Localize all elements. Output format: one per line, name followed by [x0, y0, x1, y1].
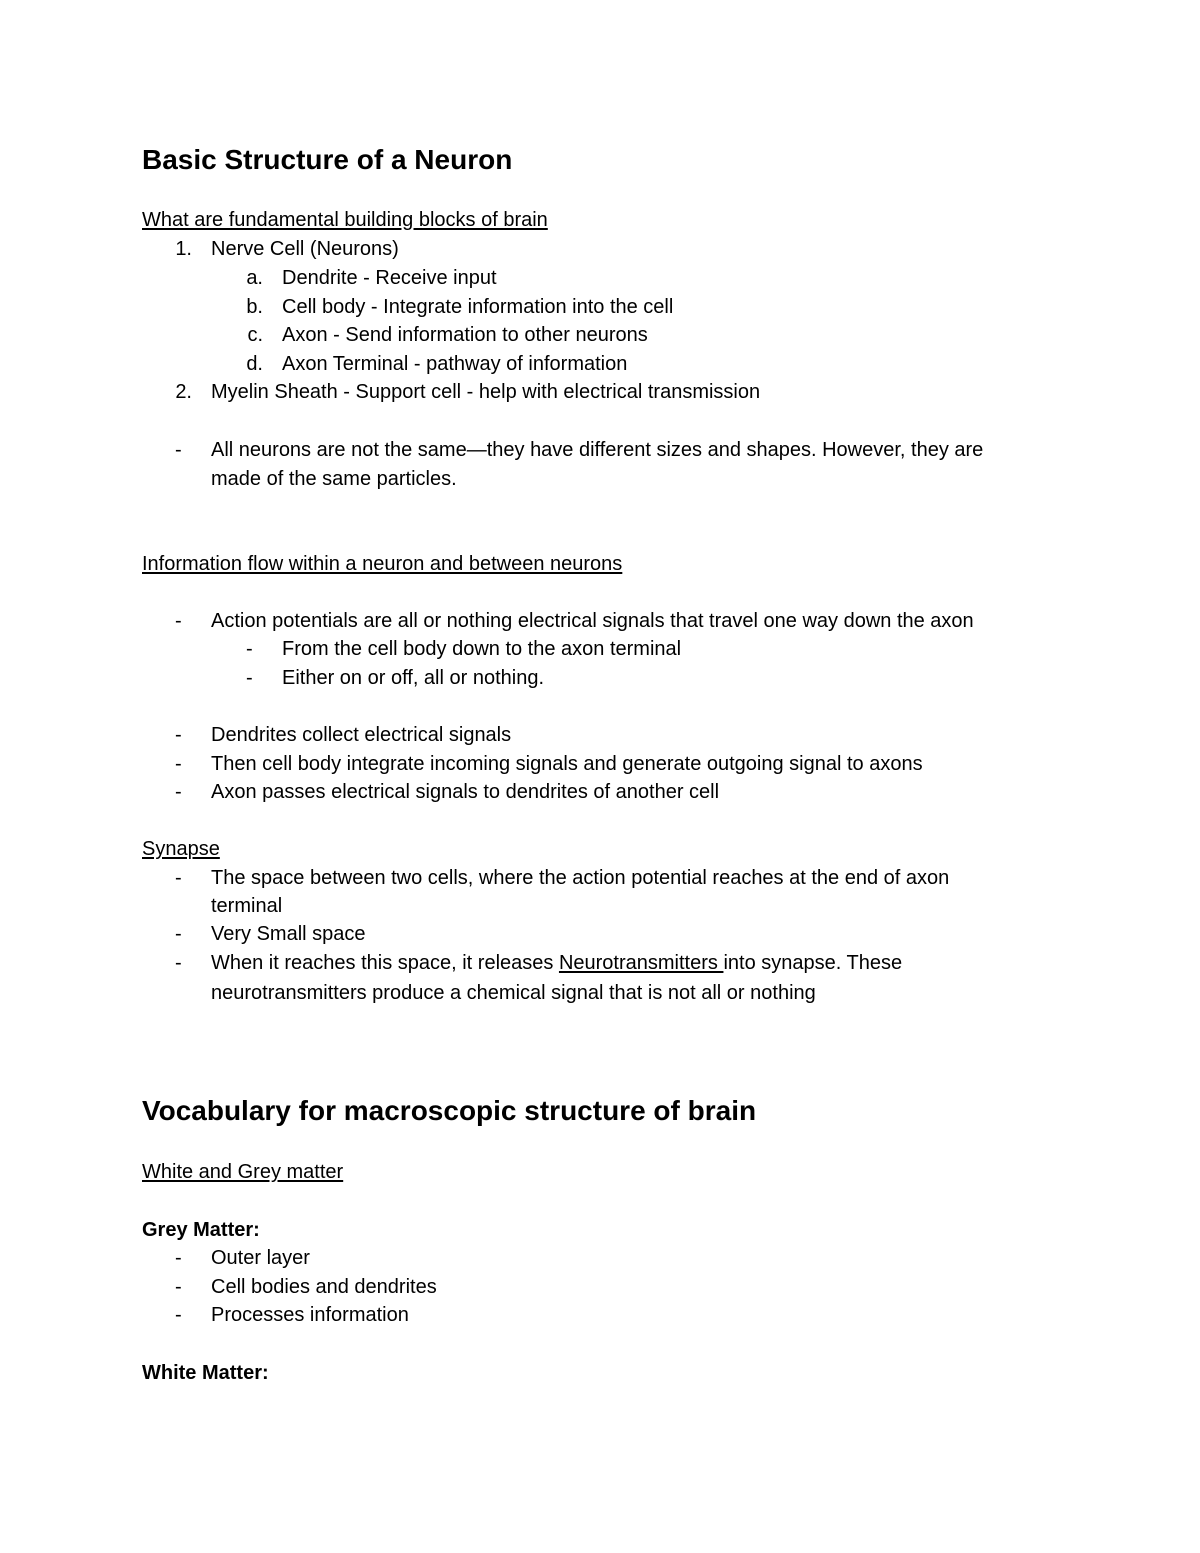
bullet-dendrites-collect: Dendrites collect electrical signals [211, 724, 512, 746]
bullet-dash: - [175, 1276, 182, 1298]
bullet-dash: - [175, 1304, 182, 1326]
bullet-action-potentials: Action potentials are all or nothing electrical signals that travel one way down the axon [211, 610, 974, 632]
list-marker: 1. [175, 238, 192, 260]
bullet-dash: - [175, 439, 182, 461]
bullet-dash: - [175, 753, 182, 775]
bullet-dash: - [175, 923, 182, 945]
sublist-item-dendrite: Dendrite - Receive input [282, 267, 497, 289]
subbullet-cell-body-to-terminal: From the cell body down to the axon terminal [282, 638, 682, 660]
list-item-nerve-cell: Nerve Cell (Neurons) [211, 238, 399, 260]
bullet-axon-passes: Axon passes electrical signals to dendrites of another cell [211, 781, 720, 803]
subbullet-on-or-off: Either on or off, all or nothing. [282, 667, 545, 689]
list-item-myelin-sheath: Myelin Sheath - Support cell - help with electrical transmission [211, 381, 761, 403]
sublist-marker: d. [246, 353, 263, 375]
term-neurotransmitters: Neurotransmitters [558, 952, 724, 974]
section-heading-vocabulary: Vocabulary for macroscopic structure of brain [142, 1095, 757, 1126]
bullet-cell-body-integrate: Then cell body integrate incoming signals and generate outgoing signal to axons [211, 753, 923, 775]
sublist-marker: b. [246, 296, 263, 318]
subheading-information-flow: Information flow within a neuron and between neurons [142, 553, 623, 575]
note-neurons-differ: All neurons are not the same—they have different sizes and shapes. However, they are [211, 439, 984, 461]
sublist-item-axon: Axon - Send information to other neurons [282, 324, 648, 346]
label-grey-matter: Grey Matter: [142, 1219, 260, 1241]
bullet-very-small-space: Very Small space [211, 923, 366, 945]
list-marker: 2. [175, 381, 192, 403]
grey-item-processes: Processes information [211, 1304, 409, 1326]
bullet-dash: - [175, 724, 182, 746]
bullet-dash: - [175, 610, 182, 632]
bullet-dash: - [246, 638, 253, 660]
bullet-dash: - [175, 1247, 182, 1269]
sublist-item-cell-body: Cell body - Integrate information into the cell [282, 296, 674, 318]
bullet-text-pre: When it reaches this space, it releases [211, 952, 559, 974]
bullet-synapse-space: The space between two cells, where the action potential reaches at the end of axon [211, 867, 950, 889]
grey-item-outer-layer: Outer layer [211, 1247, 310, 1269]
subheading-white-grey-matter: White and Grey matter [142, 1161, 344, 1183]
label-white-matter: White Matter: [142, 1362, 269, 1384]
bullet-synapse-space-cont: terminal [211, 895, 283, 917]
bullet-neurotransmitters [211, 951, 902, 975]
bullet-dash: - [175, 867, 182, 889]
page-title: Basic Structure of a Neuron [142, 144, 513, 175]
bullet-text-post: into synapse. These [723, 952, 903, 974]
grey-item-cell-bodies: Cell bodies and dendrites [211, 1276, 437, 1298]
sublist-item-axon-terminal: Axon Terminal - pathway of information [282, 353, 628, 375]
subheading-building-blocks: What are fundamental building blocks of brain [142, 209, 548, 231]
bullet-dash: - [175, 952, 182, 974]
note-neurons-differ-cont: made of the same particles. [211, 468, 457, 490]
bullet-neurotransmitters-cont: neurotransmitters produce a chemical signal that is not all or nothing [211, 982, 816, 1004]
sublist-marker: a. [246, 267, 263, 289]
sublist-marker: c. [247, 324, 263, 346]
bullet-dash: - [246, 667, 253, 689]
subheading-synapse: Synapse [142, 838, 220, 860]
bullet-dash: - [175, 781, 182, 803]
